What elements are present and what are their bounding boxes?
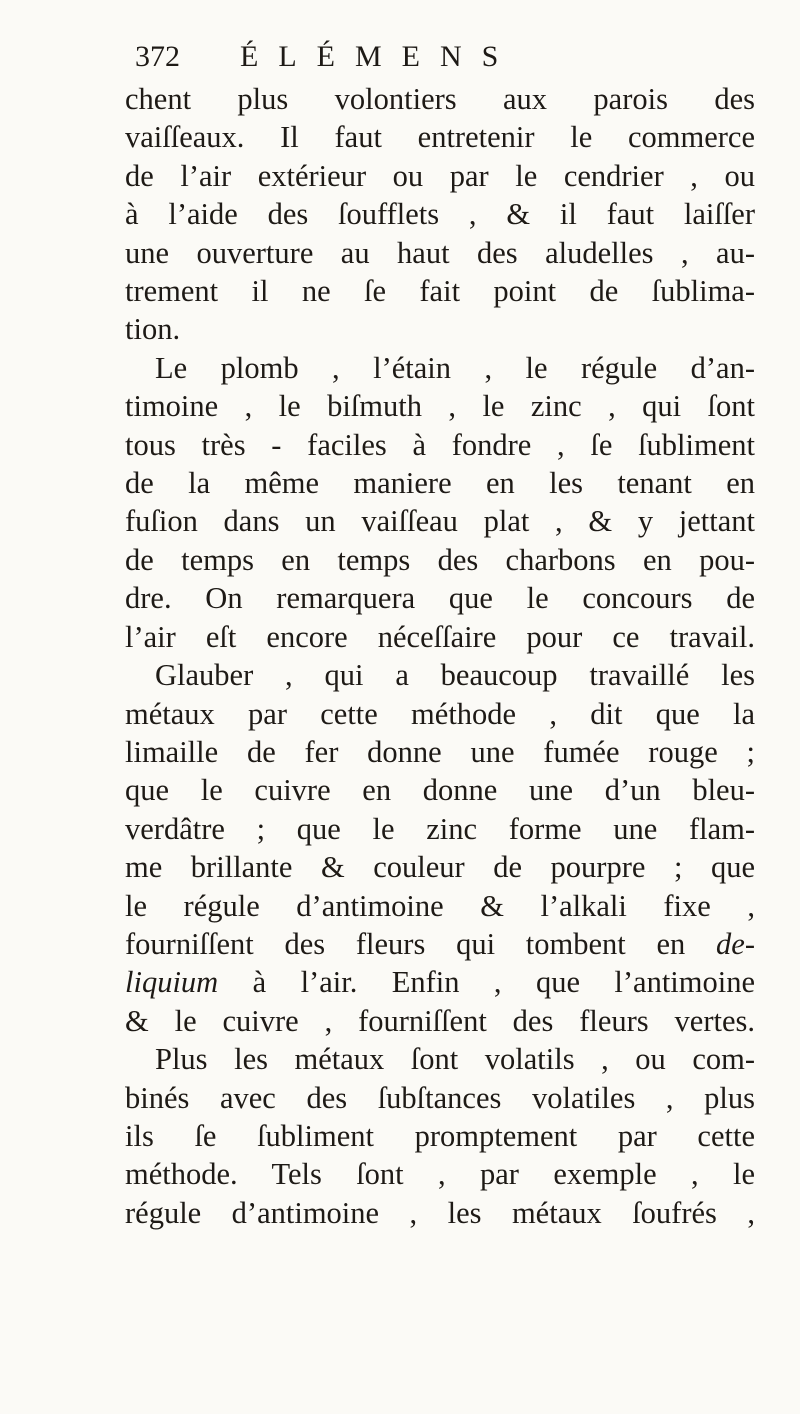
text-line: Glauber , qui a beaucoup travaillé les xyxy=(155,658,755,693)
text-line: de temps en temps des charbons en pou- xyxy=(125,542,755,577)
text-line: régule d’antimoine , les métaux ſoufrés , xyxy=(125,1195,755,1230)
page-number: 372 xyxy=(135,40,180,73)
text-run: fourniſſent des fleurs qui tombent en xyxy=(125,926,717,961)
text-line: de l’air extérieur ou par le cendrier , ou xyxy=(125,158,755,193)
text-line: que le cuivre en donne une d’un bleu- xyxy=(125,773,755,808)
text-line: de la même maniere en les tenant en xyxy=(125,466,755,501)
text-line: vaiſſeaux. Il faut entretenir le commerce xyxy=(125,120,755,155)
text-line: à l’aide des ſoufflets , & il faut laiſſer xyxy=(125,197,755,232)
text-line: trement il ne ſe fait point de ſublima- xyxy=(125,274,755,309)
text-line: métaux par cette méthode , dit que la xyxy=(125,696,755,731)
italic-word: liquium xyxy=(125,965,219,1000)
text-line: & le cuivre , fourniſſent des fleurs vertes. xyxy=(125,1003,755,1038)
text-line: verdâtre ; que le zinc forme une flam- xyxy=(125,811,755,846)
text-line: Plus les métaux ſont volatils , ou com- xyxy=(155,1042,755,1077)
text-line xyxy=(125,925,755,963)
text-line: Le plomb , l’étain , le régule d’an- xyxy=(155,350,755,385)
text-line: le régule d’antimoine & l’alkali fixe , xyxy=(125,888,755,923)
text-line: méthode. Tels ſont , par exemple , le xyxy=(125,1157,755,1192)
text-line: tion. xyxy=(125,312,181,347)
text-line: binés avec des ſubſtances volatiles , plus xyxy=(125,1080,755,1115)
page-header xyxy=(135,40,755,80)
running-title: ÉLÉMENS xyxy=(240,40,519,73)
text-line: limaille de fer donne une fumée rouge ; xyxy=(125,734,755,769)
text-line: fuſion dans un vaiſſeau plat , & y jettant xyxy=(125,504,755,539)
text-line: l’air eſt encore néceſſaire pour ce travail. xyxy=(125,619,755,654)
text-line: chent plus volontiers aux parois des xyxy=(125,82,755,116)
text-line xyxy=(125,963,755,1001)
text-line: ils ſe ſubliment promptement par cette xyxy=(125,1118,755,1153)
italic-word: de- xyxy=(716,926,755,961)
text-line: dre. On remarquera que le concours de xyxy=(125,581,755,616)
text-line: une ouverture au haut des aludelles , au- xyxy=(125,235,755,270)
text-line: tous très - faciles à fondre , ſe ſubliment xyxy=(125,427,755,462)
body-text xyxy=(125,80,755,1232)
text-line: timoine , le biſmuth , le zinc , qui ſont xyxy=(125,389,755,424)
text-line: me brillante & couleur de pourpre ; que xyxy=(125,850,755,885)
text-run: à l’air. Enfin , que l’antimoine xyxy=(252,965,755,1000)
